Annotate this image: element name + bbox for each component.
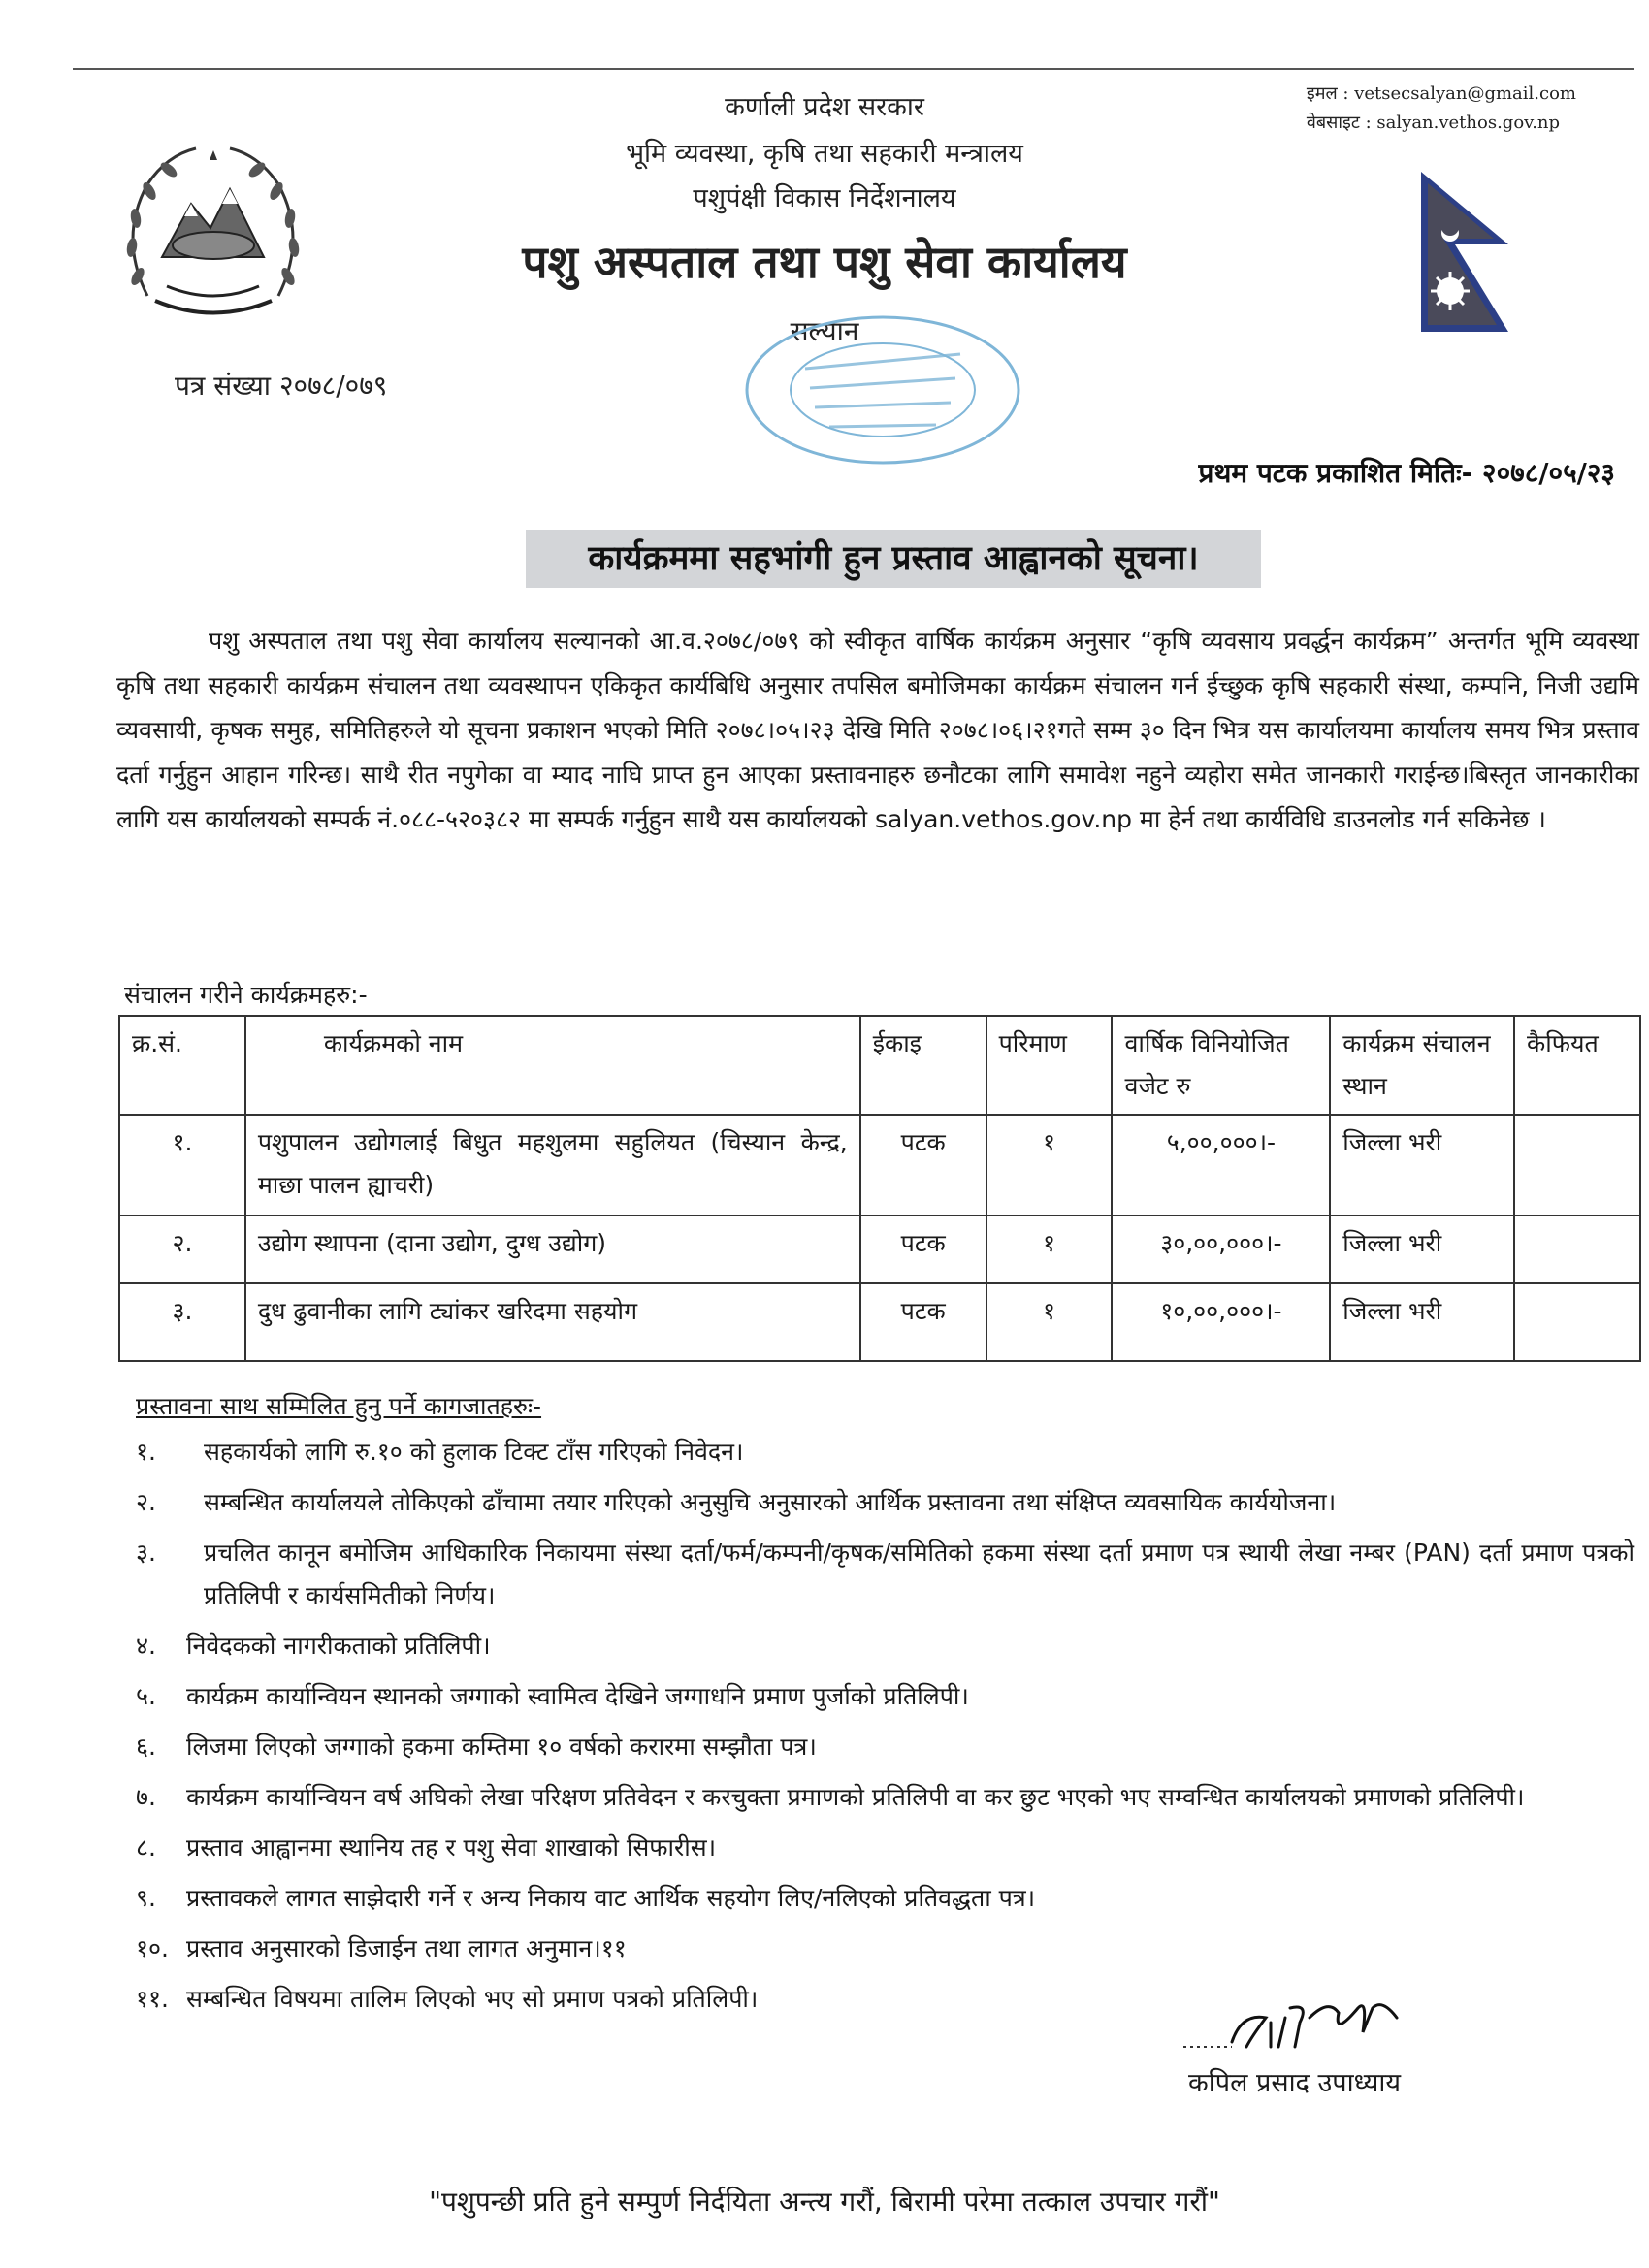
- item-text: प्रस्ताव अनुसारको डिजाईन तथा लागत अनुमान।११: [186, 1934, 627, 1962]
- list-item: [136, 1726, 1634, 1768]
- letter-number: पत्र संख्या २०७८/०७९: [175, 370, 388, 402]
- publication-date: प्रथम पटक प्रकाशित मितिः- २०७८/०५/२३: [1198, 457, 1615, 489]
- notice-body-text: पशु अस्पताल तथा पशु सेवा कार्यालय सल्यानको आ.व.२०७८/०७९ को स्वीकृत वार्षिक कार्यक्रम अनुसार “कृषि व्यवसाय प्रवर्द्धन कार्यक्रम” अन्तर्गत भूमि व्यवस्था कृषि तथा सहकारी कार्यक्रम संचालन तथा व्यवस्थापन एकिकृत कार्यबिधि अनुसार तपसिल बमोजिमका कार्यक्रम संचालन गर्न ईच्छुक कृषि सहकारी संस्था, कम्पनि, निजी उद्यमि व्यवसायी, कृषक समुह, समितिहरुले यो सूचना प्रकाशन भएको मिति २०७८।०५।२३ देखि मिति २०७८।०६।२१गते सम्म ३० दिन भित्र यस कार्यालयमा कार्यालय समय भित्र प्रस्ताव दर्ता गर्नुहुन आहान गरिन्छ। साथै रीत नपुगेका वा म्याद नाघि प्राप्त हुन आएका प्रस्तावनाहरु छनौटका लागि समावेश नहुने व्यहोरा समेत जानकारी गराईन्छ।बिस्तृत जानकारीका लागि यस कार्यालयको सम्पर्क नं.०८८-५२०३८२ मा सम्पर्क गर्नुहुन साथै यस कार्यालयको salyan.vethos.gov.np मा हेर्न तथा कार्यविधि डाउनलोड गर्न सकिनेछ ।: [116, 627, 1639, 833]
- list-item: [136, 1928, 1634, 1970]
- item-number: ११.: [136, 1985, 169, 2013]
- header-ministry: भूमि व्यवस्था, कृषि तथा सहकारी मन्त्रालय: [626, 139, 1023, 169]
- cell-serial: २.: [119, 1215, 245, 1283]
- item-text: सम्बन्धित कार्यालयले तोकिएको ढाँचामा तयार गरिएको अनुसुचि अनुसारको आर्थिक प्रस्तावना तथा संक्षिप्त व्यवसायिक कार्ययोजना।: [204, 1488, 1337, 1516]
- list-item: [136, 1481, 1634, 1524]
- item-text: निवेदकको नागरीकताको प्रतिलिपी।: [186, 1632, 491, 1660]
- website-line: वेबसाइट : salyan.vethos.gov.np: [1306, 113, 1561, 133]
- item-number: ४.: [136, 1632, 156, 1660]
- cell-budget: १०,००,०००।-: [1112, 1283, 1330, 1361]
- item-number: २.: [136, 1488, 156, 1516]
- cell-remarks: [1514, 1283, 1640, 1361]
- header-district: सल्यान: [790, 315, 859, 347]
- programs-table: [118, 1015, 1641, 1362]
- col-header-budget: वार्षिक विनियोजित वजेट रु: [1112, 1016, 1330, 1115]
- cell-remarks: [1514, 1115, 1640, 1215]
- list-item: [136, 1827, 1634, 1869]
- notice-title: कार्यक्रममा सहभांगी हुन प्रस्ताव आह्वानको सूचना।: [588, 539, 1199, 578]
- signature-icon: [1174, 1979, 1426, 2066]
- item-text: प्रस्ताव आह्वानमा स्थानिय तह र पशु सेवा शाखाको सिफारीस।: [186, 1833, 717, 1862]
- cell-quantity: १: [986, 1115, 1113, 1215]
- item-number: ५.: [136, 1682, 156, 1710]
- cell-quantity: १: [986, 1215, 1113, 1283]
- top-rule: [73, 68, 1634, 70]
- item-number: ९.: [136, 1884, 156, 1912]
- signatory-name: कपिल प्रसाद उपाध्याय: [1188, 2068, 1402, 2098]
- list-item: [136, 1625, 1634, 1668]
- item-number: ६.: [136, 1733, 156, 1761]
- list-item: [136, 1675, 1634, 1718]
- col-header-serial: क्र.सं.: [119, 1016, 245, 1115]
- list-item: [136, 1877, 1634, 1920]
- office-stamp-icon: [737, 310, 1028, 470]
- col-header-remarks: कैफियत: [1514, 1016, 1640, 1115]
- item-text: कार्यक्रम कार्यान्वियन वर्ष अघिको लेखा परिक्षण प्रतिवेदन र करचुक्ता प्रमाणको प्रतिलिपी वा कर छुट भएको भए सम्वन्धित कार्यालयको प्रमाणको प्रतिलिपी।: [186, 1783, 1525, 1811]
- list-item: [136, 1532, 1634, 1617]
- notice-body: [116, 619, 1639, 842]
- item-text: सहकार्यको लागि रु.१० को हुलाक टिक्ट टाँस गरिएको निवेदन।: [204, 1438, 744, 1466]
- table-row: [119, 1115, 1640, 1215]
- cell-program: उद्योग स्थापना (दाना उद्योग, दुग्ध उद्योग): [245, 1215, 860, 1283]
- cell-budget: ५,००,०००।-: [1112, 1115, 1330, 1215]
- header-office-name: पशु अस्पताल तथा पशु सेवा कार्यालय: [522, 236, 1127, 288]
- programs-heading: संचालन गरीने कार्यक्रमहरु:-: [124, 981, 368, 1009]
- col-header-program: कार्यक्रमको नाम: [245, 1016, 860, 1115]
- item-text: प्रचलित कानून बमोजिम आधिकारिक निकायमा संस्था दर्ता/फर्म/कम्पनी/कृषक/समितिको हकमा संस्था दर्ता प्रमाण पत्र स्थायी लेखा नम्बर (PAN) दर्ता प्रमाण पत्रको प्रतिलिपी र कार्यसमितीको निर्णय।: [204, 1539, 1634, 1609]
- header-province: कर्णाली प्रदेश सरकार: [725, 92, 924, 122]
- item-number: १०.: [136, 1934, 169, 1962]
- table-row: [119, 1215, 1640, 1283]
- footer-motto: "पशुपन्छी प्रति हुने सम्पुर्ण निर्दयिता अन्त्य गरौं, बिरामी परेमा तत्काल उपचार गरौं": [429, 2186, 1220, 2218]
- cell-program: दुध ढुवानीका लागि ट्यांकर खरिदमा सहयोग: [245, 1283, 860, 1361]
- item-text: प्रस्तावकले लागत साझेदारी गर्ने र अन्य निकाय वाट आर्थिक सहयोग लिए/नलिएको प्रतिवद्धता पत्र।: [186, 1884, 1036, 1912]
- cell-program: पशुपालन उद्योगलाई बिधुत महशुलमा सहुलियत (चिस्यान केन्द्र, माछा पालन ह्याचरी): [245, 1115, 860, 1215]
- cell-serial: १.: [119, 1115, 245, 1215]
- item-text: सम्बन्धित विषयमा तालिम लिएको भए सो प्रमाण पत्रको प्रतिलिपी।: [186, 1985, 759, 2013]
- documents-list: [136, 1431, 1634, 2028]
- nepal-flag-icon: [1416, 167, 1513, 341]
- email-line: इमल : vetsecsalyan@gmail.com: [1306, 83, 1576, 104]
- item-number: ३.: [136, 1539, 156, 1567]
- cell-location: जिल्ला भरी: [1330, 1283, 1514, 1361]
- item-number: १.: [136, 1438, 156, 1466]
- cell-budget: ३०,००,०००।-: [1112, 1215, 1330, 1283]
- cell-location: जिल्ला भरी: [1330, 1215, 1514, 1283]
- item-text: लिजमा लिएको जग्गाको हकमा कम्तिमा १० वर्षको करारमा सम्झौता पत्र।: [186, 1733, 817, 1761]
- cell-unit: पटक: [860, 1283, 986, 1361]
- cell-location: जिल्ला भरी: [1330, 1115, 1514, 1215]
- cell-quantity: १: [986, 1283, 1113, 1361]
- item-number: ८.: [136, 1833, 156, 1862]
- table-row: [119, 1283, 1640, 1361]
- table-header-row: [119, 1016, 1640, 1115]
- cell-unit: पटक: [860, 1215, 986, 1283]
- cell-serial: ३.: [119, 1283, 245, 1361]
- list-item: [136, 1776, 1634, 1819]
- documents-heading: प्रस्तावना साथ सम्मिलित हुनु पर्ने कागजातहरुः-: [136, 1392, 542, 1420]
- col-header-location: कार्यक्रम संचालन स्थान: [1330, 1016, 1514, 1115]
- col-header-quantity: परिमाण: [986, 1016, 1113, 1115]
- list-item: [136, 1431, 1634, 1474]
- item-text: कार्यक्रम कार्यान्वियन स्थानको जग्गाको स्वामित्व देखिने जग्गाधनि प्रमाण पुर्जाको प्रतिलिपी।: [186, 1682, 969, 1710]
- cell-unit: पटक: [860, 1115, 986, 1215]
- item-number: ७.: [136, 1783, 156, 1811]
- cell-remarks: [1514, 1215, 1640, 1283]
- header-directorate: पशुपंक्षी विकास निर्देशनालय: [693, 183, 956, 213]
- col-header-unit: ईकाइ: [860, 1016, 986, 1115]
